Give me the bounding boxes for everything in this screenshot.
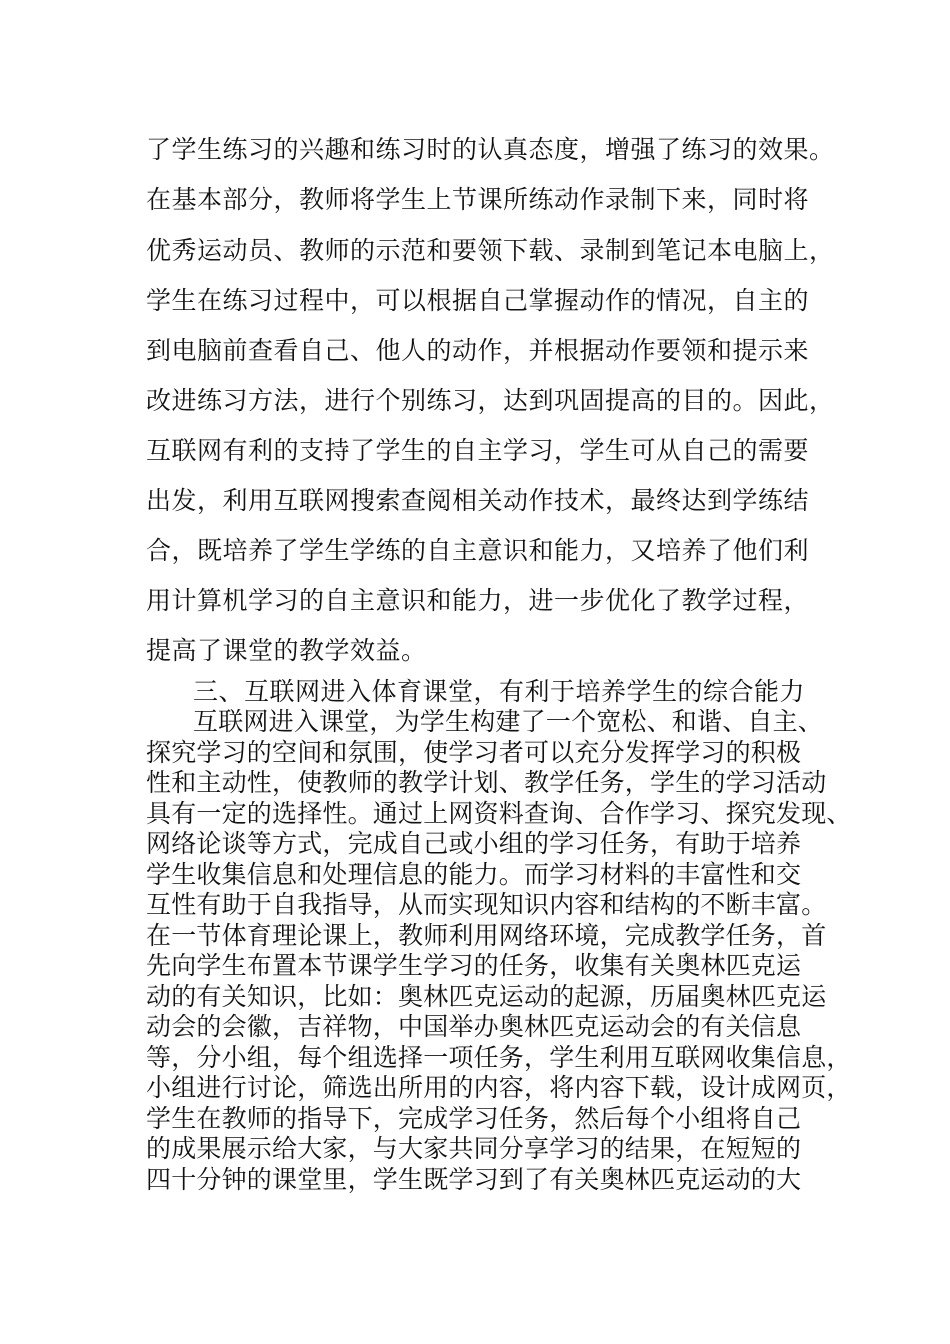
paragraph-1-line-11: 提高了课堂的教学效益。 bbox=[146, 636, 427, 665]
paragraph-2-line-5: 网络论谈等方式，完成自己或小组的学习任务，有助于培养 bbox=[146, 829, 802, 858]
paragraph-2-line-2: 探究学习的空间和氛围，使学习者可以充分发挥学习的积极 bbox=[146, 738, 802, 767]
paragraph-2-line-15: 的成果展示给大家，与大家共同分享学习的结果，在短短的 bbox=[146, 1134, 802, 1163]
section-heading: 三、互联网进入体育课堂，有利于培养学生的综合能力 bbox=[193, 677, 806, 706]
paragraph-1-line-6: 改进练习方法，进行个别练习，达到巩固提高的目的。因此， bbox=[146, 386, 835, 415]
paragraph-2-line-3: 性和主动性，使教师的教学计划、教学任务，学生的学习活动 bbox=[146, 768, 827, 797]
paragraph-1-line-4: 学生在练习过程中，可以根据自己掌握动作的情况，自主的 bbox=[146, 286, 810, 315]
paragraph-1-line-8: 出发，利用互联网搜索查阅相关动作技术，最终达到学练结 bbox=[146, 486, 810, 515]
paragraph-2-line-9: 先向学生布置本节课学生学习的任务，收集有关奥林匹克运 bbox=[146, 951, 802, 980]
paragraph-1-line-5: 到电脑前查看自己、他人的动作，并根据动作要领和提示来 bbox=[146, 336, 810, 365]
paragraph-2-line-4: 具有一定的选择性。通过上网资料查询、合作学习、探究发现、 bbox=[146, 799, 852, 828]
paragraph-2-line-1: 互联网进入课堂，为学生构建了一个宽松、和谐、自主、 bbox=[193, 707, 824, 736]
paragraph-2-line-6: 学生收集信息和处理信息的能力。而学习材料的丰富性和交 bbox=[146, 860, 802, 889]
paragraph-1-line-10: 用计算机学习的自主意识和能力，进一步优化了教学过程， bbox=[146, 586, 810, 615]
paragraph-1-line-7: 互联网有利的支持了学生的自主学习，学生可从自己的需要 bbox=[146, 436, 810, 465]
paragraph-1-line-2: 在基本部分，教师将学生上节课所练动作录制下来，同时将 bbox=[146, 185, 810, 214]
paragraph-2-line-10: 动的有关知识，比如：奥林匹克运动的起源，历届奥林匹克运 bbox=[146, 982, 827, 1011]
paragraph-1-line-3: 优秀运动员、教师的示范和要领下载、录制到笔记本电脑上， bbox=[146, 236, 835, 265]
paragraph-2-line-13: 小组进行讨论，筛选出所用的内容，将内容下载，设计成网页， bbox=[146, 1073, 852, 1102]
paragraph-1-line-1: 了学生练习的兴趣和练习时的认真态度，增强了练习的效果。 bbox=[146, 135, 835, 164]
paragraph-1-line-9: 合，既培养了学生学练的自主意识和能力，又培养了他们利 bbox=[146, 536, 810, 565]
paragraph-2-line-14: 学生在教师的指导下，完成学习任务，然后每个小组将自己 bbox=[146, 1104, 802, 1133]
paragraph-2-line-11: 动会的会徽，吉祥物，中国举办奥林匹克运动会的有关信息 bbox=[146, 1012, 802, 1041]
paragraph-2-line-7: 互性有助于自我指导，从而实现知识内容和结构的不断丰富。 bbox=[146, 890, 827, 919]
paragraph-2-line-8: 在一节体育理论课上，教师利用网络环境，完成教学任务，首 bbox=[146, 921, 827, 950]
paragraph-2-line-12: 等，分小组，每个组选择一项任务，学生利用互联网收集信息， bbox=[146, 1043, 852, 1072]
paragraph-2-line-16: 四十分钟的课堂里，学生既学习到了有关奥林匹克运动的大 bbox=[146, 1165, 802, 1194]
